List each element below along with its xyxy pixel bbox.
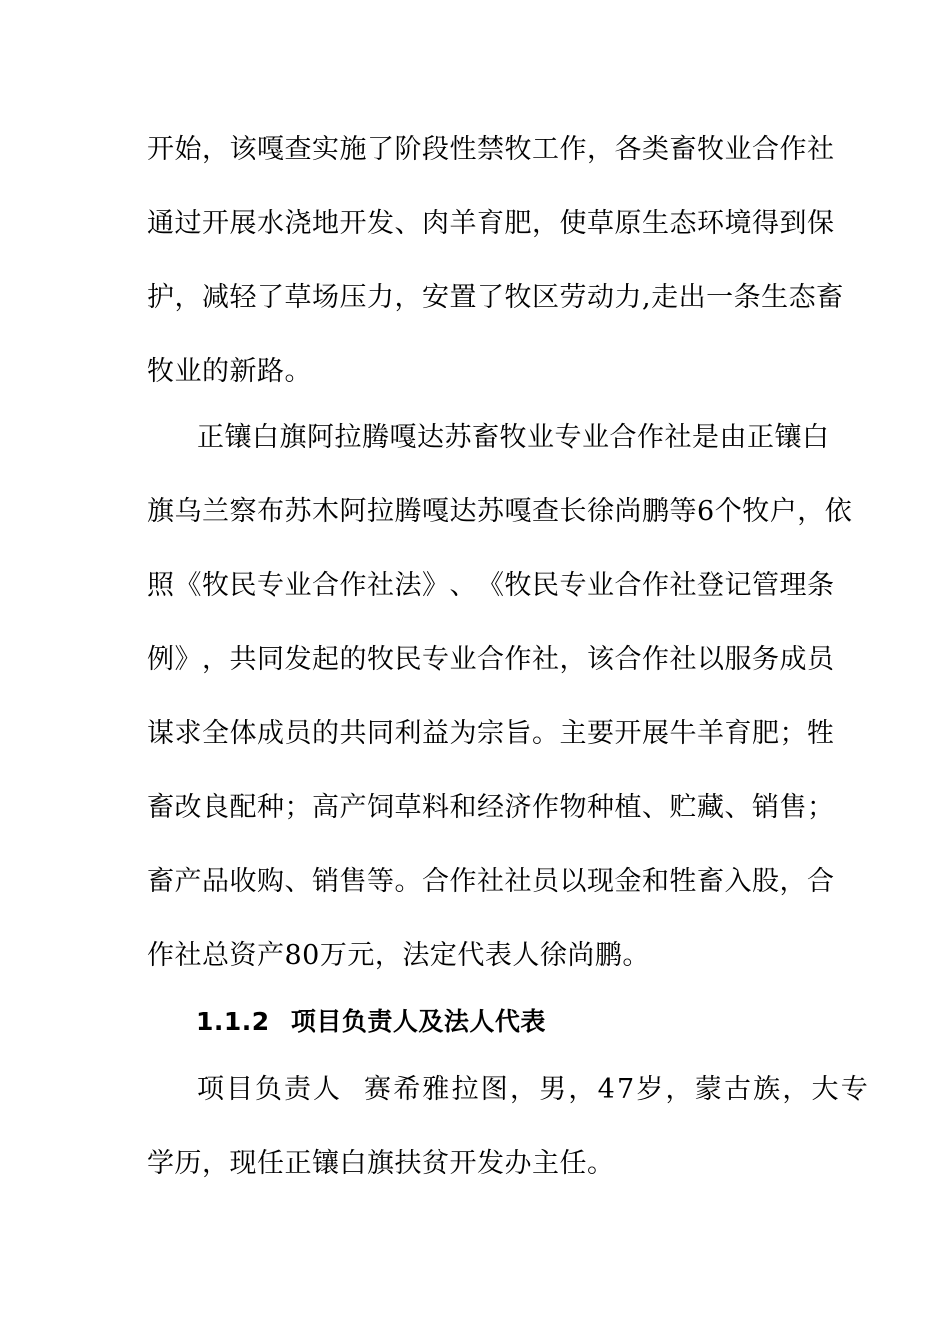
glyph: 济 bbox=[504, 792, 532, 823]
glyph: 拉 bbox=[367, 496, 395, 527]
glyph: 业 bbox=[284, 570, 312, 601]
glyph: 共 bbox=[229, 644, 257, 675]
glyph: 白 bbox=[802, 422, 830, 453]
glyph: 的 bbox=[312, 718, 340, 749]
glyph: 长 bbox=[559, 496, 587, 527]
glyph: 羊 bbox=[697, 718, 725, 749]
glyph: 牧 bbox=[504, 134, 532, 165]
glyph: 压 bbox=[339, 282, 367, 313]
glyph: 草 bbox=[587, 208, 615, 239]
glyph: 兰 bbox=[202, 496, 230, 527]
glyph: 经 bbox=[477, 792, 505, 823]
glyph: 社 bbox=[669, 570, 697, 601]
glyph: 该 bbox=[587, 644, 615, 675]
glyph: 草 bbox=[394, 792, 422, 823]
glyph: ， bbox=[394, 282, 422, 313]
paragraph-line: 作社总资产80万元，法定代表人徐尚鹏。 bbox=[147, 940, 650, 971]
paragraph-line: 牧业的新路。 bbox=[147, 356, 312, 387]
glyph: , bbox=[642, 282, 652, 313]
glyph: 肉 bbox=[422, 208, 450, 239]
glyph: 起 bbox=[312, 644, 340, 675]
glyph: 展 bbox=[642, 718, 670, 749]
glyph: 嘎 bbox=[389, 422, 417, 453]
glyph: 户 bbox=[769, 496, 798, 527]
glyph: 成 bbox=[779, 644, 807, 675]
glyph: 牲 bbox=[807, 718, 835, 749]
glyph: 条 bbox=[733, 282, 762, 313]
glyph: 徐 bbox=[587, 496, 615, 527]
glyph: 畜 bbox=[816, 282, 844, 313]
glyph: 环 bbox=[697, 208, 725, 239]
glyph: ， bbox=[559, 644, 587, 675]
glyph: 工 bbox=[532, 134, 560, 165]
glyph: 安 bbox=[422, 282, 450, 313]
glyph: 苏 bbox=[477, 496, 505, 527]
section-heading bbox=[196, 1004, 616, 1040]
glyph: 查 bbox=[532, 496, 560, 527]
glyph: 入 bbox=[724, 866, 752, 897]
glyph: 登 bbox=[697, 570, 725, 601]
glyph: 》 bbox=[422, 570, 450, 601]
glyph: 专 bbox=[559, 570, 587, 601]
glyph: 浇 bbox=[284, 208, 312, 239]
paragraph-line: 学历，现任正镶白旗扶贫开发办主任。 bbox=[147, 1148, 615, 1179]
glyph: 一 bbox=[706, 282, 734, 313]
glyph: 购 bbox=[257, 866, 285, 897]
paragraph-line bbox=[147, 642, 835, 678]
glyph: 植 bbox=[614, 792, 642, 823]
glyph: 良 bbox=[202, 792, 230, 823]
glyph: 和 bbox=[642, 866, 670, 897]
glyph: 置 bbox=[449, 282, 477, 313]
glyph: 轻 bbox=[229, 282, 257, 313]
glyph: 劳 bbox=[559, 282, 587, 313]
glyph: 作 bbox=[779, 134, 807, 165]
glyph: 旗 bbox=[279, 422, 307, 453]
glyph: 得 bbox=[752, 208, 780, 239]
glyph: 利 bbox=[394, 718, 422, 749]
glyph: 专 bbox=[257, 570, 285, 601]
glyph: 物 bbox=[559, 792, 587, 823]
glyph: 全 bbox=[202, 718, 230, 749]
glyph: 该 bbox=[229, 134, 257, 165]
glyph: 正 bbox=[747, 422, 775, 453]
glyph: 达 bbox=[417, 422, 445, 453]
glyph: 尚 bbox=[614, 496, 642, 527]
glyph: 减 bbox=[202, 282, 230, 313]
glyph: 、 bbox=[642, 792, 670, 823]
glyph: 务 bbox=[752, 644, 780, 675]
glyph: 收 bbox=[229, 866, 257, 897]
glyph: 畜 bbox=[697, 866, 725, 897]
glyph: 地 bbox=[312, 208, 340, 239]
glyph: 作 bbox=[504, 644, 532, 675]
glyph: 腾 bbox=[394, 496, 422, 527]
glyph: 条 bbox=[807, 570, 835, 601]
glyph: 乌 bbox=[174, 496, 202, 527]
glyph: 社 bbox=[367, 570, 395, 601]
glyph: 了 bbox=[257, 282, 285, 313]
glyph: 是 bbox=[692, 422, 720, 453]
glyph: 苏 bbox=[284, 496, 312, 527]
glyph: 社 bbox=[532, 644, 560, 675]
glyph: 嘎 bbox=[504, 496, 532, 527]
glyph: 要 bbox=[587, 718, 615, 749]
glyph: 牧 bbox=[504, 570, 532, 601]
glyph: 施 bbox=[339, 134, 367, 165]
glyph: 始 bbox=[174, 134, 202, 165]
glyph: 的 bbox=[339, 644, 367, 675]
glyph: 牧 bbox=[202, 570, 230, 601]
glyph: 走 bbox=[651, 282, 679, 313]
glyph: 鹏 bbox=[642, 496, 670, 527]
glyph: 镶 bbox=[224, 422, 252, 453]
glyph: 料 bbox=[422, 792, 450, 823]
glyph: 禁 bbox=[477, 134, 505, 165]
glyph: 态 bbox=[788, 282, 817, 313]
glyph: 产 bbox=[339, 792, 367, 823]
glyph: 动 bbox=[587, 282, 615, 313]
glyph: 作 bbox=[637, 422, 665, 453]
glyph: 体 bbox=[229, 718, 257, 749]
glyph: 员 bbox=[284, 718, 312, 749]
glyph: 例 bbox=[147, 644, 175, 675]
glyph: 布 bbox=[257, 496, 285, 527]
glyph: 正 bbox=[197, 422, 225, 453]
glyph: 境 bbox=[724, 208, 752, 239]
responsible-person-line bbox=[197, 1072, 870, 1108]
glyph: 高 bbox=[312, 792, 340, 823]
glyph: 业 bbox=[527, 422, 555, 453]
glyph: 展 bbox=[229, 208, 257, 239]
glyph: 以 bbox=[697, 644, 725, 675]
glyph: 贮 bbox=[669, 792, 697, 823]
glyph: 股 bbox=[752, 866, 780, 897]
glyph: ； bbox=[807, 792, 835, 823]
glyph: 同 bbox=[257, 644, 285, 675]
glyph: ， bbox=[587, 134, 615, 165]
glyph: 业 bbox=[724, 134, 752, 165]
glyph: 使 bbox=[559, 208, 587, 239]
glyph: 合 bbox=[312, 570, 340, 601]
glyph: 旨 bbox=[504, 718, 532, 749]
glyph: 作 bbox=[339, 570, 367, 601]
responsible-person-label: 项目负责人 bbox=[197, 1074, 342, 1105]
glyph: 种 bbox=[257, 792, 285, 823]
glyph: 育 bbox=[477, 208, 505, 239]
responsible-person-info: 赛希雅拉图，男，47岁，蒙古族，大专 bbox=[364, 1074, 870, 1105]
glyph: 以 bbox=[559, 866, 587, 897]
paragraph-line bbox=[147, 132, 835, 168]
glyph: 宗 bbox=[477, 718, 505, 749]
glyph: 合 bbox=[477, 644, 505, 675]
paragraph-line bbox=[147, 790, 835, 826]
glyph: 照 bbox=[147, 570, 175, 601]
glyph: 由 bbox=[719, 422, 747, 453]
glyph: 畜 bbox=[147, 866, 175, 897]
glyph: 牛 bbox=[669, 718, 697, 749]
glyph: 各 bbox=[614, 134, 642, 165]
glyph: 售 bbox=[339, 866, 367, 897]
glyph: 达 bbox=[449, 496, 477, 527]
glyph: 共 bbox=[339, 718, 367, 749]
glyph: 出 bbox=[678, 282, 707, 313]
glyph: 社 bbox=[477, 866, 505, 897]
glyph: 业 bbox=[582, 422, 610, 453]
glyph: 品 bbox=[202, 866, 230, 897]
glyph: 民 bbox=[229, 570, 257, 601]
glyph: 力 bbox=[614, 282, 642, 313]
section-title: 项目负责人及法人代表 bbox=[290, 1007, 546, 1036]
glyph: ， bbox=[532, 208, 560, 239]
glyph: 原 bbox=[614, 208, 642, 239]
glyph: 管 bbox=[752, 570, 780, 601]
glyph: 社 bbox=[504, 866, 532, 897]
glyph: 藏 bbox=[697, 792, 725, 823]
glyph: 了 bbox=[367, 134, 395, 165]
glyph: ， bbox=[174, 282, 202, 313]
glyph: 场 bbox=[312, 282, 340, 313]
glyph: 为 bbox=[449, 718, 477, 749]
glyph: 售 bbox=[779, 792, 807, 823]
glyph: ， bbox=[779, 866, 807, 897]
glyph: 个 bbox=[714, 496, 743, 527]
glyph: 合 bbox=[609, 422, 637, 453]
glyph: 、 bbox=[284, 866, 312, 897]
glyph: 了 bbox=[477, 282, 505, 313]
paragraph-line bbox=[197, 420, 830, 456]
glyph: 益 bbox=[422, 718, 450, 749]
glyph: 态 bbox=[669, 208, 697, 239]
glyph: 镶 bbox=[774, 422, 802, 453]
glyph: 主 bbox=[559, 718, 587, 749]
glyph: 、 bbox=[449, 570, 477, 601]
glyph: 种 bbox=[587, 792, 615, 823]
glyph: 求 bbox=[174, 718, 202, 749]
glyph: 作 bbox=[642, 644, 670, 675]
glyph: 社 bbox=[669, 644, 697, 675]
glyph: 专 bbox=[554, 422, 582, 453]
glyph: 阶 bbox=[394, 134, 422, 165]
glyph: 草 bbox=[284, 282, 312, 313]
glyph: 法 bbox=[394, 570, 422, 601]
glyph: 生 bbox=[642, 208, 670, 239]
glyph: 理 bbox=[779, 570, 807, 601]
glyph: 牧 bbox=[504, 282, 532, 313]
glyph: 销 bbox=[312, 866, 340, 897]
glyph: 过 bbox=[174, 208, 202, 239]
glyph: 白 bbox=[252, 422, 280, 453]
glyph: 性 bbox=[449, 134, 477, 165]
glyph: 通 bbox=[147, 208, 175, 239]
glyph: 记 bbox=[724, 570, 752, 601]
glyph: 成 bbox=[257, 718, 285, 749]
glyph: 阿 bbox=[307, 422, 335, 453]
glyph: 牧 bbox=[499, 422, 527, 453]
glyph: 保 bbox=[807, 208, 835, 239]
glyph: 改 bbox=[174, 792, 202, 823]
glyph: 开 bbox=[147, 134, 175, 165]
glyph: 苏 bbox=[444, 422, 472, 453]
glyph: 等 bbox=[669, 496, 697, 527]
glyph: 查 bbox=[284, 134, 312, 165]
glyph: ， bbox=[202, 644, 230, 675]
glyph: 民 bbox=[394, 644, 422, 675]
glyph: 6 bbox=[697, 496, 715, 527]
glyph: 阿 bbox=[339, 496, 367, 527]
glyph: 、 bbox=[724, 792, 752, 823]
glyph: 作 bbox=[532, 792, 560, 823]
glyph: 畜 bbox=[147, 792, 175, 823]
glyph: 开 bbox=[614, 718, 642, 749]
paragraph-line bbox=[147, 716, 835, 752]
glyph: 开 bbox=[339, 208, 367, 239]
glyph: 销 bbox=[752, 792, 780, 823]
glyph: 开 bbox=[202, 208, 230, 239]
paragraph-line bbox=[147, 280, 844, 316]
glyph: 羊 bbox=[449, 208, 477, 239]
glyph: 嘎 bbox=[422, 496, 450, 527]
glyph: 肥 bbox=[504, 208, 532, 239]
glyph: 腾 bbox=[362, 422, 390, 453]
glyph: 牧 bbox=[367, 644, 395, 675]
glyph: 作 bbox=[449, 866, 477, 897]
glyph: 》 bbox=[174, 644, 202, 675]
glyph: 饲 bbox=[367, 792, 395, 823]
glyph: 区 bbox=[532, 282, 560, 313]
glyph: 谋 bbox=[147, 718, 175, 749]
glyph: 、 bbox=[394, 208, 422, 239]
glyph: ； bbox=[779, 718, 807, 749]
glyph: 员 bbox=[532, 866, 560, 897]
glyph: 产 bbox=[174, 866, 202, 897]
glyph: 服 bbox=[724, 644, 752, 675]
glyph: 牧 bbox=[697, 134, 725, 165]
glyph: 木 bbox=[312, 496, 340, 527]
glyph: 合 bbox=[422, 866, 450, 897]
glyph: 等 bbox=[367, 866, 395, 897]
glyph: 牧 bbox=[742, 496, 770, 527]
glyph: 社 bbox=[664, 422, 692, 453]
paragraph-line bbox=[147, 864, 835, 900]
glyph: 嘎 bbox=[257, 134, 285, 165]
section-number: 1.1.2 bbox=[196, 1007, 270, 1036]
glyph: 生 bbox=[761, 282, 789, 313]
paragraph-line bbox=[147, 206, 835, 242]
glyph: 力 bbox=[367, 282, 395, 313]
glyph: 拉 bbox=[334, 422, 362, 453]
glyph: 合 bbox=[752, 134, 780, 165]
glyph: 察 bbox=[229, 496, 257, 527]
glyph: 依 bbox=[824, 496, 853, 527]
glyph: 和 bbox=[449, 792, 477, 823]
glyph: 到 bbox=[779, 208, 807, 239]
glyph: 牲 bbox=[669, 866, 697, 897]
glyph: 《 bbox=[477, 570, 505, 601]
glyph: 发 bbox=[367, 208, 395, 239]
paragraph-line bbox=[147, 494, 853, 530]
glyph: 畜 bbox=[472, 422, 500, 453]
glyph: 合 bbox=[614, 644, 642, 675]
glyph: 同 bbox=[367, 718, 395, 749]
glyph: 合 bbox=[614, 570, 642, 601]
glyph: 段 bbox=[422, 134, 450, 165]
glyph: 专 bbox=[422, 644, 450, 675]
glyph: 作 bbox=[559, 134, 587, 165]
glyph: 合 bbox=[807, 866, 835, 897]
glyph: 。 bbox=[394, 866, 422, 897]
glyph: 发 bbox=[284, 644, 312, 675]
glyph: 旗 bbox=[147, 496, 175, 527]
glyph: ； bbox=[284, 792, 312, 823]
glyph: 。 bbox=[532, 718, 560, 749]
glyph: 社 bbox=[807, 134, 835, 165]
glyph: 配 bbox=[229, 792, 257, 823]
glyph: 实 bbox=[312, 134, 340, 165]
glyph: 水 bbox=[257, 208, 285, 239]
glyph: 业 bbox=[449, 644, 477, 675]
glyph: 畜 bbox=[669, 134, 697, 165]
paragraph-line bbox=[147, 568, 835, 604]
glyph: 育 bbox=[724, 718, 752, 749]
glyph: 护 bbox=[147, 282, 175, 313]
glyph: 员 bbox=[807, 644, 835, 675]
glyph: 肥 bbox=[752, 718, 780, 749]
glyph: 业 bbox=[587, 570, 615, 601]
glyph: 《 bbox=[174, 570, 202, 601]
glyph: 现 bbox=[587, 866, 615, 897]
glyph: 民 bbox=[532, 570, 560, 601]
glyph: ， bbox=[202, 134, 230, 165]
glyph: 作 bbox=[642, 570, 670, 601]
glyph: 金 bbox=[614, 866, 642, 897]
glyph: ， bbox=[797, 496, 825, 527]
glyph: 类 bbox=[642, 134, 670, 165]
